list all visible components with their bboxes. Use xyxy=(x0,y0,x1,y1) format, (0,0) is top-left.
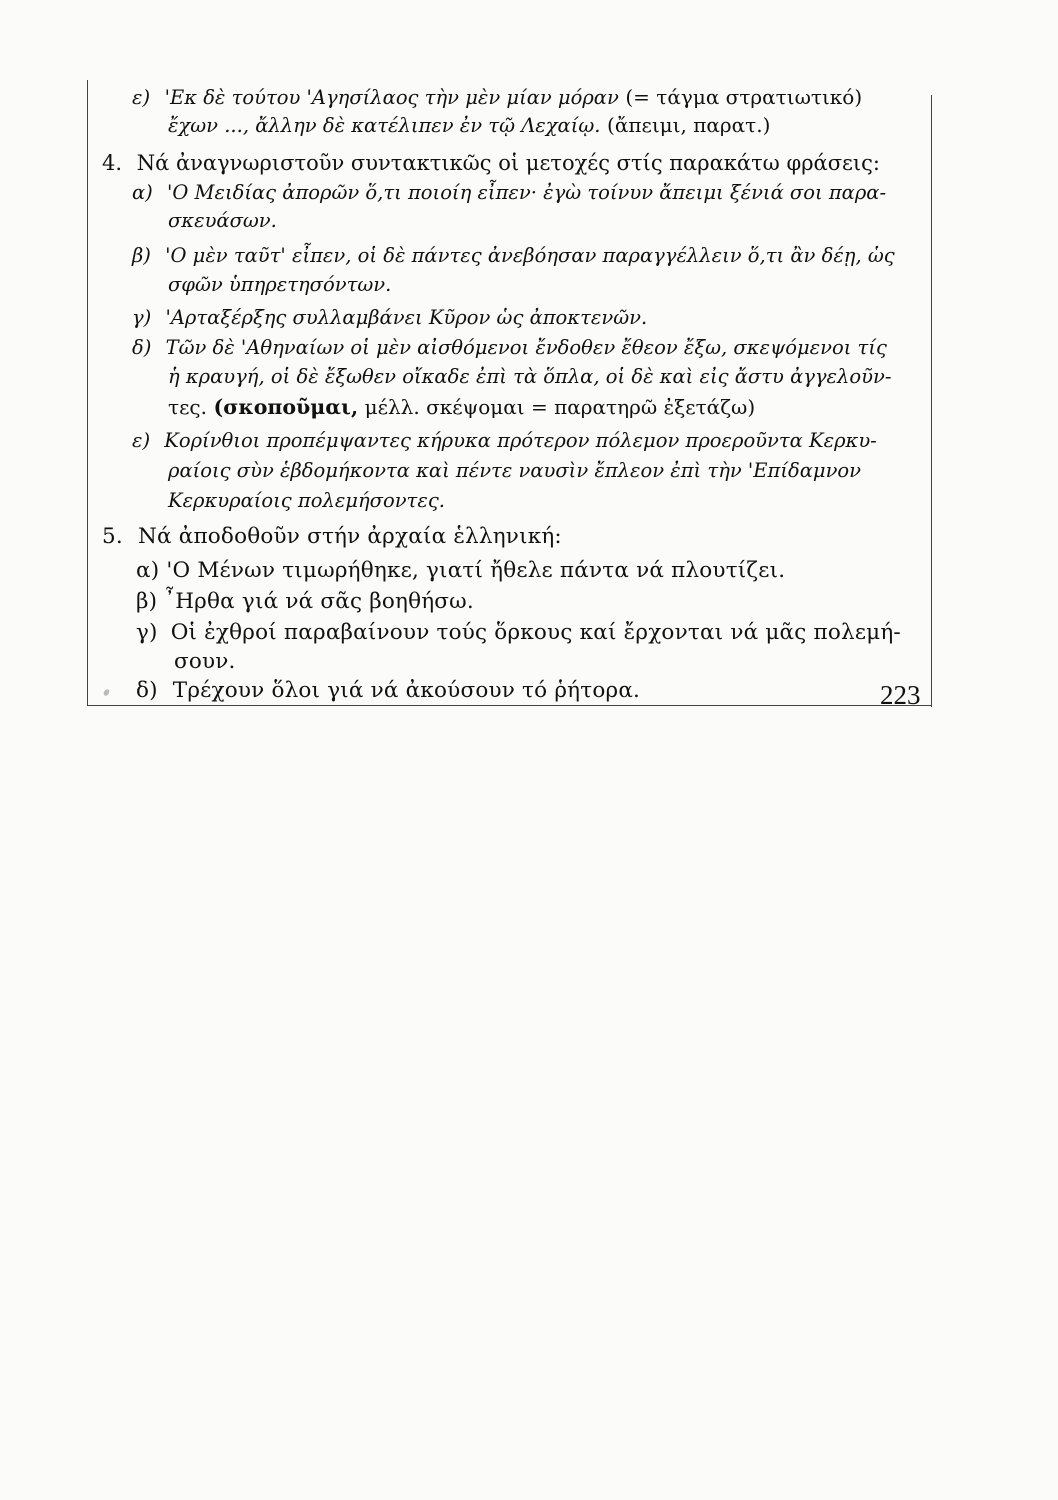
item-label: γ) xyxy=(132,306,152,329)
ex4-item-b-cont xyxy=(168,272,391,298)
box-bottom-rule xyxy=(87,705,932,706)
ex5-item-d xyxy=(136,678,640,704)
ex5-item-b xyxy=(136,589,474,615)
gloss-text: (= τάγμα στρατιωτικό) xyxy=(625,85,863,109)
modern-text: 'Ο Μένων τιμωρήθηκε, γιατί ἤθελε πάντα νά πλουτίζει. xyxy=(166,558,786,583)
ancient-text: σφῶν ὑπηρετησόντων. xyxy=(168,273,392,296)
ex4-item-a-cont xyxy=(168,208,277,234)
box-right-rule xyxy=(931,95,932,707)
ex4-item-b xyxy=(132,243,895,269)
ancient-text: ἡ κραυγή, οἱ δὲ ἔξωθεν οἴκαδε ἐπὶ τὰ ὅπλα, οἱ δὲ καὶ εἰς ἄστυ ἀγγελοῦν- xyxy=(168,365,892,388)
ex4-item-e-cont1 xyxy=(168,458,861,484)
ancient-text: ραίοις σὺν ἑβδομήκοντα καὶ πέντε ναυσὶν ἔπλεον ἐπὶ τὴν 'Επίδαμνον xyxy=(168,459,862,482)
page-number: 223 xyxy=(880,680,921,710)
exercise-5-heading xyxy=(102,524,562,550)
item-label: β) xyxy=(136,589,158,614)
modern-text: Οἱ ἐχθροί παραβαίνουν τούς ὅρκους καί ἔρχονται νά μᾶς πολεμή- xyxy=(170,620,901,645)
exercise-instruction: Νά ἀποδοθοῦν στήν ἀρχαία ἑλληνική: xyxy=(137,524,562,549)
bold-term: (σκοποῦμαι, xyxy=(213,395,359,419)
modern-text: ῏Ηρθα γιά νά σᾶς βοηθήσω. xyxy=(164,589,474,614)
ancient-text: 'Ο Μειδίας ἀπορῶν ὅ,τι ποιοίη εἶπεν· ἐγὼ τοίνυν ἄπειμι ξένιά σοι παρα- xyxy=(166,181,887,204)
modern-text: σουν. xyxy=(174,649,236,674)
exercise-instruction: Νά ἀναγνωριστοῦν συντακτικῶς οἱ μετοχές στίς παρακάτω φράσεις: xyxy=(136,151,880,175)
scan-speck xyxy=(103,688,111,697)
ex5-item-g xyxy=(136,620,901,646)
item-label: δ) xyxy=(132,336,152,359)
line-e-cont xyxy=(168,112,770,139)
line-e-item xyxy=(132,84,862,111)
exercise-number: 5. xyxy=(102,524,123,549)
item-label: α) xyxy=(132,181,153,204)
ex5-item-g-cont xyxy=(174,649,236,675)
item-label: α) xyxy=(136,558,160,583)
gloss-text: (ἄπειμι, παρατ.) xyxy=(607,113,771,137)
ex4-item-a xyxy=(132,180,886,206)
ex4-item-e xyxy=(132,428,877,454)
exercise-number: 4. xyxy=(102,151,123,175)
ex5-item-a xyxy=(136,558,785,584)
exercise-4-heading xyxy=(102,150,880,176)
ex4-item-d-cont2 xyxy=(168,394,755,420)
item-label: ε) xyxy=(132,429,151,452)
ancient-text: 'Εκ δὲ τούτου 'Αγησίλαος τὴν μὲν μίαν μόραν xyxy=(164,86,619,109)
item-label: β) xyxy=(132,244,151,267)
ancient-text: Τῶν δὲ 'Αθηναίων οἱ μὲν αἰσθόμενοι ἔνδοθεν ἔθεον ἔξω, σκεψόμενοι τίς xyxy=(165,336,887,359)
ancient-text: 'Αρταξέρξης συλλαμβάνει Κῦρον ὡς ἀποκτενῶν. xyxy=(165,306,648,329)
modern-text: Τρέχουν ὅλοι γιά νά ἀκούσουν τό ῥήτορα. xyxy=(172,678,641,703)
ex4-item-d-cont1 xyxy=(168,364,891,390)
ancient-text: 'Ο μὲν ταῦτ' εἶπεν, οἱ δὲ πάντες ἀνεβόησαν παραγγέλλειν ὅ,τι ἂν δέῃ, ὡς xyxy=(165,244,895,267)
item-label: γ) xyxy=(136,620,158,645)
ex4-item-d xyxy=(132,335,887,361)
box-left-rule xyxy=(87,80,88,706)
ex4-item-g xyxy=(132,305,647,331)
item-label: ε) xyxy=(132,86,151,109)
ancient-text: Κερκυραίοις πολεμήσοντες. xyxy=(168,489,445,512)
ancient-text: σκευάσων. xyxy=(168,209,277,232)
gloss-text: μέλλ. σκέψομαι = παρατηρῶ ἐξετάζω) xyxy=(364,395,756,419)
item-label: δ) xyxy=(136,678,158,703)
ancient-text: Κορίνθιοι προπέμψαντες κήρυκα πρότερον πόλεμον προεροῦντα Κερκυ- xyxy=(164,429,877,452)
ancient-text: τες. xyxy=(168,395,207,419)
ex4-item-e-cont2 xyxy=(168,488,445,514)
ancient-text: ἔχων ..., ἄλλην δὲ κατέλιπεν ἐν τῷ Λεχαίῳ. xyxy=(168,114,601,137)
